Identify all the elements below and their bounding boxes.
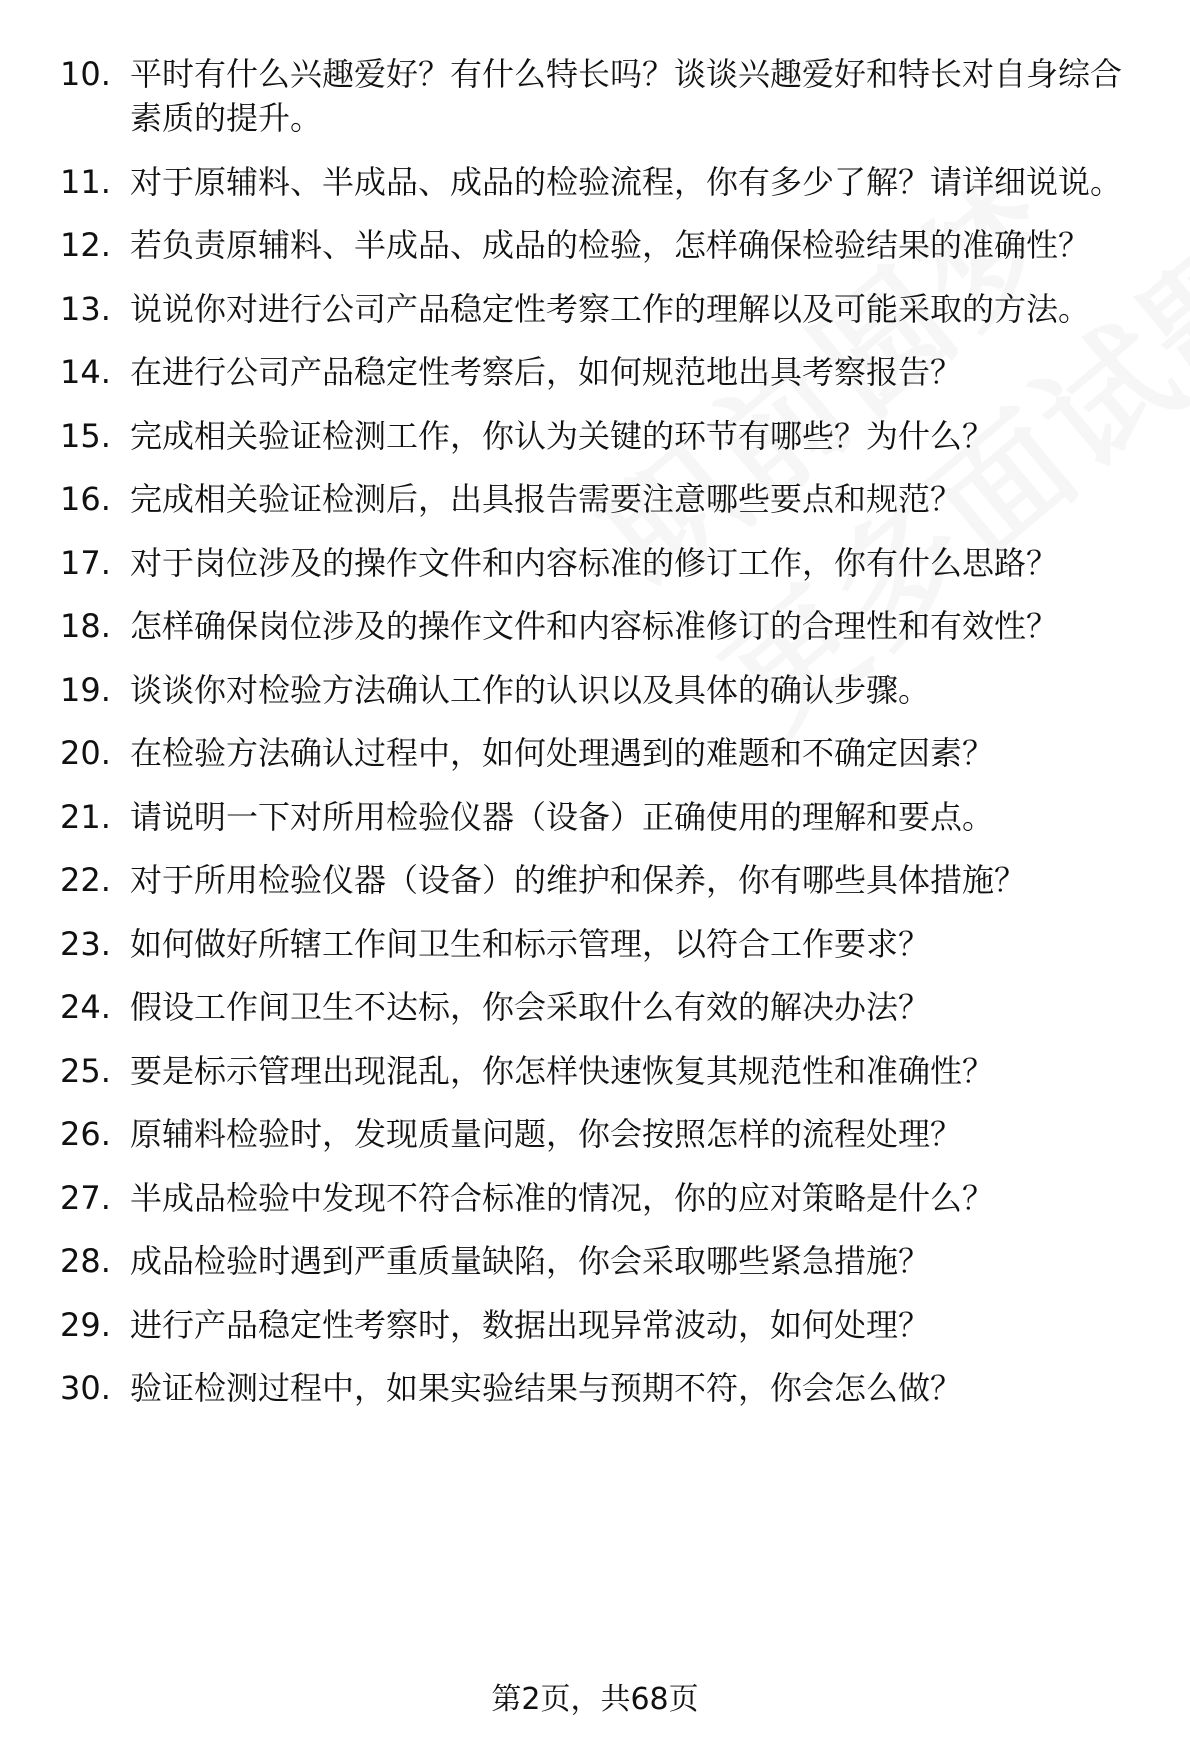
question-text: 完成相关验证检测工作，你认为关键的环节有哪些？为什么？ — [130, 416, 995, 455]
question-text: 完成相关验证检测后，出具报告需要注意哪些要点和规范？ — [130, 480, 963, 518]
question-item — [60, 223, 1145, 267]
question-item — [60, 795, 1145, 839]
question-number: 14. — [60, 353, 111, 391]
question-number: 22. — [60, 861, 111, 899]
question-text: 验证检测过程中，如果实验结果与预期不符，你会怎么做？ — [130, 1369, 963, 1407]
question-text: 在进行公司产品稳定性考察后，如何规范地出具考察报告？ — [130, 353, 963, 391]
question-item — [60, 731, 1145, 775]
question-text: 要是标示管理出现混乱，你怎样快速恢复其规范性和准确性？ — [130, 1051, 995, 1090]
question-number: 29. — [60, 1305, 111, 1344]
question-number: 27. — [60, 1178, 111, 1217]
question-text: 半成品检验中发现不符合标准的情况，你的应对策略是什么？ — [130, 1178, 995, 1217]
question-text: 进行产品稳定性考察时，数据出现异常波动，如何处理？ — [130, 1305, 931, 1344]
question-item — [60, 477, 1145, 521]
question-item — [60, 1303, 1145, 1347]
question-number: 30. — [60, 1369, 111, 1407]
question-item — [60, 604, 1145, 648]
question-text: 谈谈你对检验方法确认工作的认识以及具体的确认步骤。 — [130, 670, 931, 709]
question-number: 16. — [60, 480, 111, 518]
question-number: 28. — [60, 1242, 111, 1280]
question-number: 23. — [60, 924, 111, 963]
question-text: 怎样确保岗位涉及的操作文件和内容标准修订的合理性和有效性？ — [130, 607, 1059, 645]
question-number: 18. — [60, 607, 111, 645]
question-text: 对于岗位涉及的操作文件和内容标准的修订工作，你有什么思路？ — [130, 543, 1059, 582]
question-item — [60, 922, 1145, 966]
question-item — [60, 1239, 1145, 1283]
question-text: 说说你对进行公司产品稳定性考察工作的理解以及可能采取的方法。 — [130, 289, 1091, 328]
question-item — [60, 668, 1145, 712]
page-number: 第2页，共68页 — [491, 1682, 699, 1717]
question-text: 请说明一下对所用检验仪器（设备）正确使用的理解和要点。 — [130, 797, 995, 836]
question-number: 17. — [60, 543, 111, 582]
question-number: 11. — [60, 162, 111, 201]
question-text: 对于原辅料、半成品、成品的检验流程，你有多少了解？请详细说说。 — [130, 162, 1123, 201]
question-number: 24. — [60, 988, 111, 1026]
question-number: 19. — [60, 670, 111, 709]
question-item — [60, 1176, 1145, 1220]
question-text: 平时有什么兴趣爱好？有什么特长吗？谈谈兴趣爱好和特长对自身综合素质的提升。 — [130, 55, 1123, 137]
question-item — [60, 52, 1145, 140]
question-text: 假设工作间卫生不达标，你会采取什么有效的解决办法？ — [130, 988, 931, 1026]
question-number: 21. — [60, 797, 111, 836]
question-item — [60, 541, 1145, 585]
question-item — [60, 1112, 1145, 1156]
question-text: 在检验方法确认过程中，如何处理遇到的难题和不确定因素？ — [130, 734, 995, 772]
question-number: 15. — [60, 416, 111, 455]
question-item — [60, 985, 1145, 1029]
question-item — [60, 350, 1145, 394]
question-number: 26. — [60, 1115, 111, 1153]
question-number: 25. — [60, 1051, 111, 1090]
question-number: 12. — [60, 226, 111, 264]
question-list — [60, 52, 1145, 1430]
question-text: 成品检验时遇到严重质量缺陷，你会采取哪些紧急措施？ — [130, 1242, 931, 1280]
question-item — [60, 858, 1145, 902]
question-item — [60, 160, 1145, 204]
question-text: 对于所用检验仪器（设备）的维护和保养，你有哪些具体措施？ — [130, 861, 1027, 899]
question-text: 如何做好所辖工作间卫生和标示管理，以符合工作要求？ — [130, 924, 931, 963]
question-number: 20. — [60, 734, 111, 772]
question-item — [60, 1366, 1145, 1410]
question-text: 原辅料检验时，发现质量问题，你会按照怎样的流程处理？ — [130, 1115, 963, 1153]
question-item — [60, 414, 1145, 458]
question-number: 13. — [60, 289, 111, 328]
question-number: 10. — [60, 55, 111, 93]
question-text: 若负责原辅料、半成品、成品的检验，怎样确保检验结果的准确性？ — [130, 226, 1091, 264]
question-item — [60, 287, 1145, 331]
question-item — [60, 1049, 1145, 1093]
